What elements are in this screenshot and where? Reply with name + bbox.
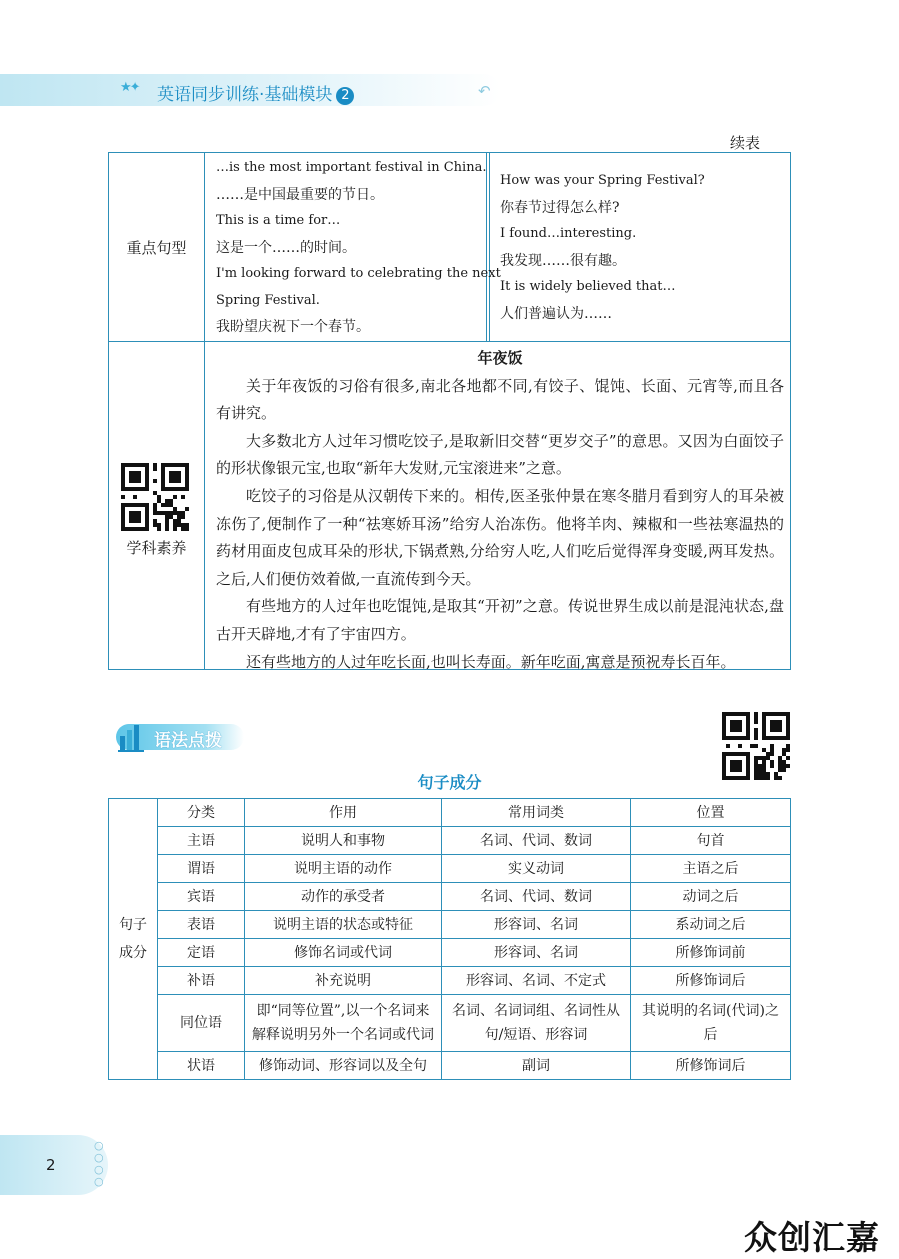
table-cell: 补语 (158, 967, 245, 995)
sentence-line: 我盼望庆祝下一个春节。 (216, 319, 370, 335)
sentence-line: 我发现……很有趣。 (500, 252, 626, 269)
table-cell: 名词、代词、数词 (442, 883, 631, 911)
table-cell: 修饰动词、形容词以及全句 (245, 1052, 442, 1080)
column-header: 常用词类 (442, 799, 631, 827)
table-cell: 实义动词 (442, 855, 631, 883)
sentence-line: 你春节过得怎么样? (500, 199, 620, 216)
table-cell: 主语之后 (631, 855, 791, 883)
table-cell: 其说明的名词(代词)之后 (631, 995, 791, 1052)
sentence-line: ……是中国最重要的节日。 (216, 186, 384, 203)
bar-chart-icon (118, 722, 148, 752)
column-header: 作用 (245, 799, 442, 827)
article-title: 年夜饭 (477, 349, 523, 367)
sentence-line: …is the most important festival in China. (216, 160, 487, 175)
table-cell: 所修饰词后 (631, 967, 791, 995)
group-label-line: 成分 (119, 945, 147, 961)
column-header: 分类 (158, 799, 245, 827)
table-cell: 说明主语的状态或特征 (245, 911, 442, 939)
table-row (109, 883, 791, 911)
table-cell: 副词 (442, 1052, 631, 1080)
table-cell: 形容词、名词 (442, 911, 631, 939)
table-cell: 宾语 (158, 883, 245, 911)
book-title (157, 80, 354, 105)
grammar-badge (116, 720, 244, 754)
table-cell: 形容词、名词、不定式 (442, 967, 631, 995)
table-cell: 主语 (158, 827, 245, 855)
table-cell: 修饰名词或代词 (245, 939, 442, 967)
article-paragraph: 大多数北方人过年习惯吃饺子,是取新旧交替“更岁交子”的意思。又因为白面饺子的形状像银元宝,也取“新年大发财,元宝滚进来”之意。 (216, 431, 784, 478)
group-label (109, 799, 158, 1080)
qr-code-icon[interactable] (121, 463, 189, 531)
column-header: 位置 (631, 799, 791, 827)
curl-arrow-icon: ↶ (478, 82, 491, 100)
table-cell: 句首 (631, 827, 791, 855)
section-title: 句子成分 (417, 773, 482, 792)
grammar-badge-label: 语法点拨 (154, 731, 222, 751)
table-row (109, 1052, 791, 1080)
table-row (109, 967, 791, 995)
table-row (109, 939, 791, 967)
sentence-line: Spring Festival. (216, 292, 320, 308)
sentence-line: 这是一个……的时间。 (216, 239, 356, 256)
article-paragraph: 有些地方的人过年也吃馄饨,是取其“开初”之意。传说世界生成以前是混沌状态,盘古开天辟地,才有了宇宙四方。 (216, 597, 784, 643)
sentence-line: I'm looking forward to celebrating the next (216, 266, 501, 281)
table-cell: 系动词之后 (631, 911, 791, 939)
book-title-text: 英语同步训练·基础模块 (157, 85, 333, 105)
table-cell: 名词、代词、数词 (442, 827, 631, 855)
table-cell: 所修饰词前 (631, 939, 791, 967)
table-row (109, 911, 791, 939)
table-cell: 同位语 (158, 995, 245, 1052)
table-cell: 补充说明 (245, 967, 442, 995)
sentence-line: 人们普遍认为…… (500, 305, 612, 322)
sentence-line: This is a time for… (216, 213, 341, 228)
table-row (109, 995, 791, 1052)
table-cell: 动词之后 (631, 883, 791, 911)
continued-label: 续表 (730, 134, 761, 152)
literacy-article (216, 345, 784, 676)
article-paragraph: 关于年夜饭的习俗有很多,南北各地都不同,有饺子、馄饨、长面、元宵等,而且各有讲究。 (216, 376, 784, 423)
sentence-line: I found…interesting. (500, 226, 637, 241)
table-cell: 状语 (158, 1052, 245, 1080)
table-cell: 即“同等位置”,以一个名词来解释说明另外一个名词或代词 (245, 995, 442, 1052)
stars-icon: ★✦ (120, 80, 139, 95)
article-paragraph: 吃饺子的习俗是从汉朝传下来的。相传,医圣张仲景在寒冬腊月看到穷人的耳朵被冻伤了,便制作了一种“祛寒娇耳汤”给穷人治冻伤。他将羊肉、辣椒和一些祛寒温热的药材用面皮包成耳朵的形状,下锅煮熟,分给穷人吃,人们吃后觉得浑身变暖,两耳发热。之后,人们便仿效着做,一直流传到今天。 (216, 486, 784, 588)
table-header-row (109, 799, 791, 827)
sentence-elements-table (108, 798, 791, 1080)
table-row (109, 827, 791, 855)
decoration-icon: ○ ○ ○ ○ (94, 1139, 104, 1188)
table-cell: 动作的承受者 (245, 883, 442, 911)
article-paragraph: 还有些地方的人过年吃长面,也叫长寿面。新年吃面,寓意是预祝寿长百年。 (246, 652, 736, 671)
table-cell: 表语 (158, 911, 245, 939)
table-row (109, 855, 791, 883)
table-cell: 定语 (158, 939, 245, 967)
table-cell: 名词、名词词组、名词性从句/短语、形容词 (442, 995, 631, 1052)
key-sentences-row (204, 153, 790, 341)
table-cell: 说明人和事物 (245, 827, 442, 855)
key-sentences-table (108, 152, 791, 670)
table-cell: 形容词、名词 (442, 939, 631, 967)
volume-badge: 2 (336, 87, 354, 105)
sentence-line: How was your Spring Festival? (500, 173, 705, 188)
page-number: 2 (46, 1156, 56, 1174)
watermark: 众创汇嘉 (744, 1218, 880, 1257)
key-sentences-right (500, 168, 705, 327)
literacy-label: 学科素养 (126, 539, 187, 557)
table-cell: 所修饰词后 (631, 1052, 791, 1080)
row-divider (109, 341, 790, 342)
sentence-line: It is widely believed that… (500, 279, 676, 294)
group-label-line: 句子 (119, 917, 147, 933)
table-cell: 说明主语的动作 (245, 855, 442, 883)
key-sentences-label: 重点句型 (126, 239, 187, 257)
table-cell: 谓语 (158, 855, 245, 883)
key-sentences-left (216, 155, 501, 341)
